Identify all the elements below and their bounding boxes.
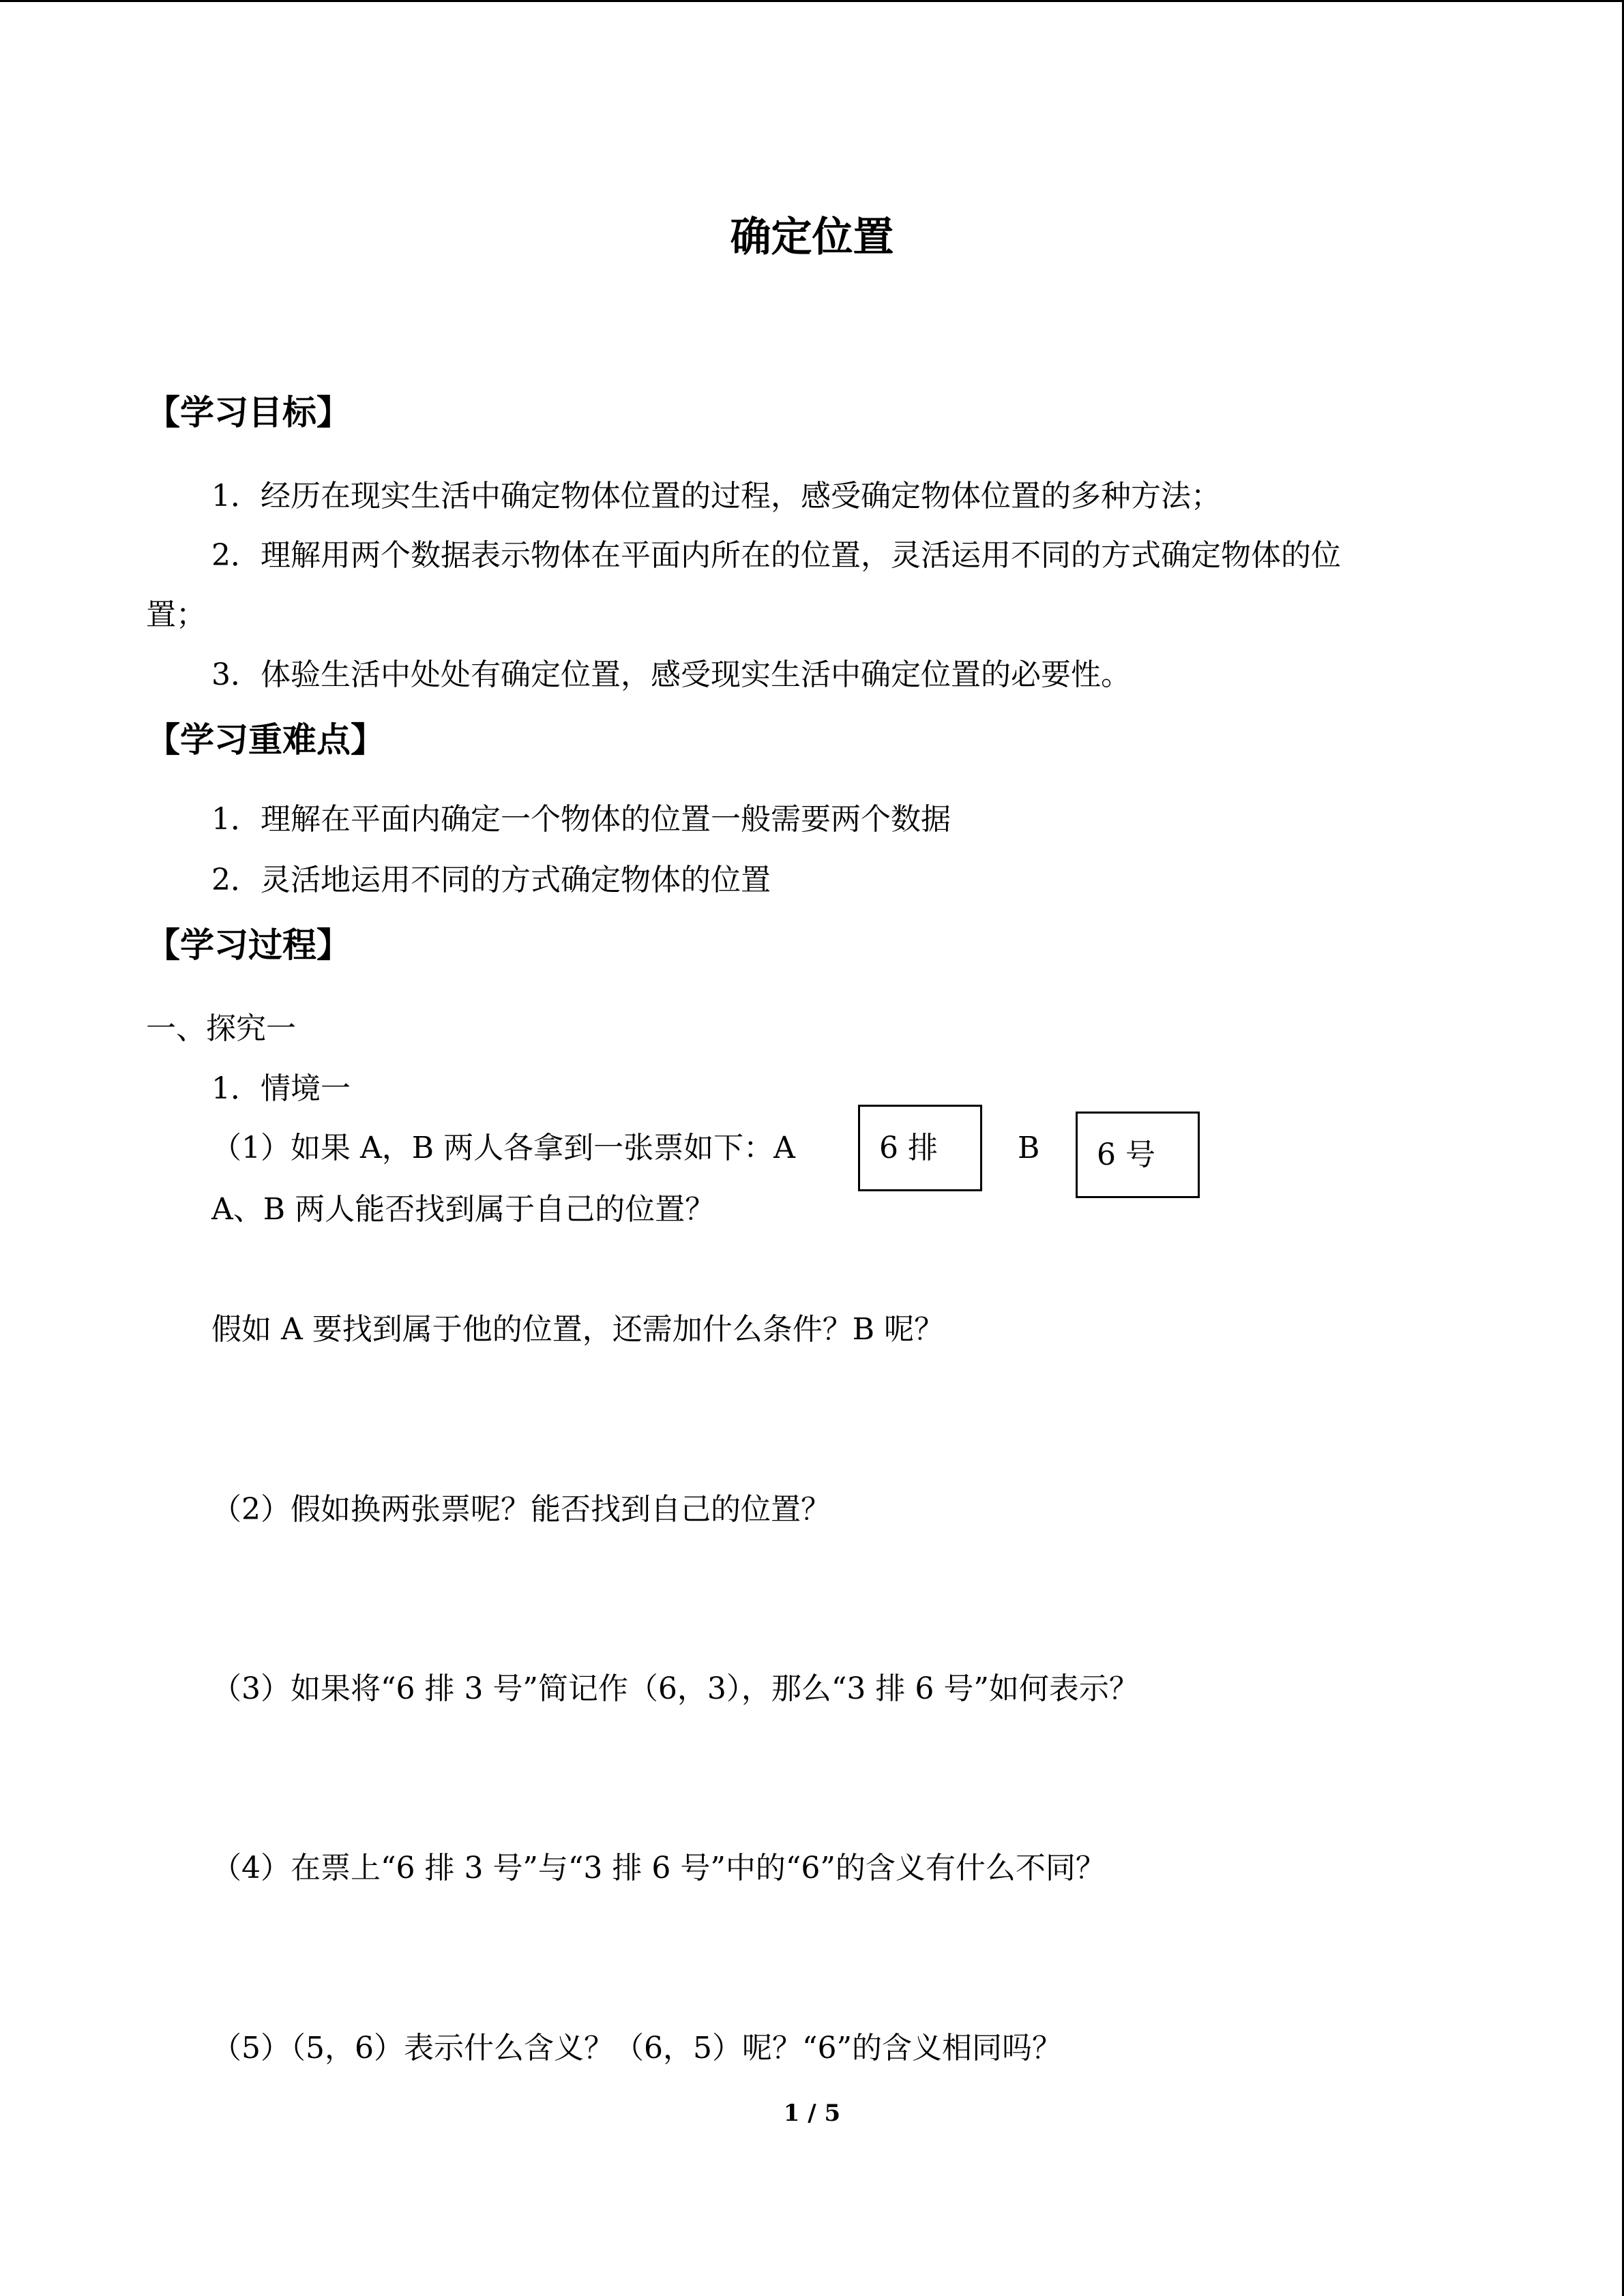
part-1-label: 一、探究一 <box>146 1011 296 1046</box>
section-heading-objectives: 【学习目标】 <box>146 392 351 432</box>
question-2-text: （2）假如换两张票呢？能否找到自己的位置？ <box>211 1492 831 1527</box>
ticket-b-text: 6 号 <box>1097 1137 1155 1172</box>
objective-item-2: 2．理解用两个数据表示物体在平面内所在的位置，灵活运用不同的方式确定物体的位 <box>211 538 1341 573</box>
objective-item-3: 3．体验生活中处处有确定位置，感受现实生活中确定位置的必要性。 <box>211 657 1131 692</box>
question-4-text: （4）在票上“6 排 3 号”与“3 排 6 号”中的“6”的含义有什么不同？ <box>211 1851 1106 1885</box>
ticket-b-box <box>1076 1112 1200 1198</box>
page-title: 确定位置 <box>730 213 894 261</box>
section-heading-process: 【学习过程】 <box>146 925 351 965</box>
key-point-item-1: 1．理解在平面内确定一个物体的位置一般需要两个数据 <box>211 802 951 837</box>
objective-item-1: 1．经历在现实生活中确定物体位置的过程，感受确定物体位置的多种方法； <box>211 479 1221 513</box>
question-1-followup: 假如 A 要找到属于他的位置，还需加什么条件？B 呢？ <box>211 1312 945 1347</box>
page-number: 1 / 5 <box>783 2100 841 2127</box>
objective-item-2-cont: 置； <box>146 597 206 632</box>
key-point-item-2: 2．灵活地运用不同的方式确定物体的位置 <box>211 863 771 897</box>
question-5-text: （5）（5，6）表示什么含义？（6，5）呢？“6”的含义相同吗？ <box>211 2031 1062 2066</box>
ticket-b-label: B <box>1018 1131 1040 1165</box>
ticket-a-text: 6 排 <box>879 1130 938 1165</box>
section-heading-key-points: 【学习重难点】 <box>146 719 385 760</box>
question-1-text: （1）如果 A，B 两人各拿到一张票如下：A <box>211 1131 795 1165</box>
question-1-line-2: A、B 两人能否找到属于自己的位置？ <box>211 1192 715 1227</box>
question-3-text: （3）如果将“6 排 3 号”简记作（6，3），那么“3 排 6 号”如何表示？ <box>211 1671 1139 1706</box>
scenario-1-label: 1．情境一 <box>211 1071 351 1106</box>
ticket-a-box <box>858 1105 982 1191</box>
